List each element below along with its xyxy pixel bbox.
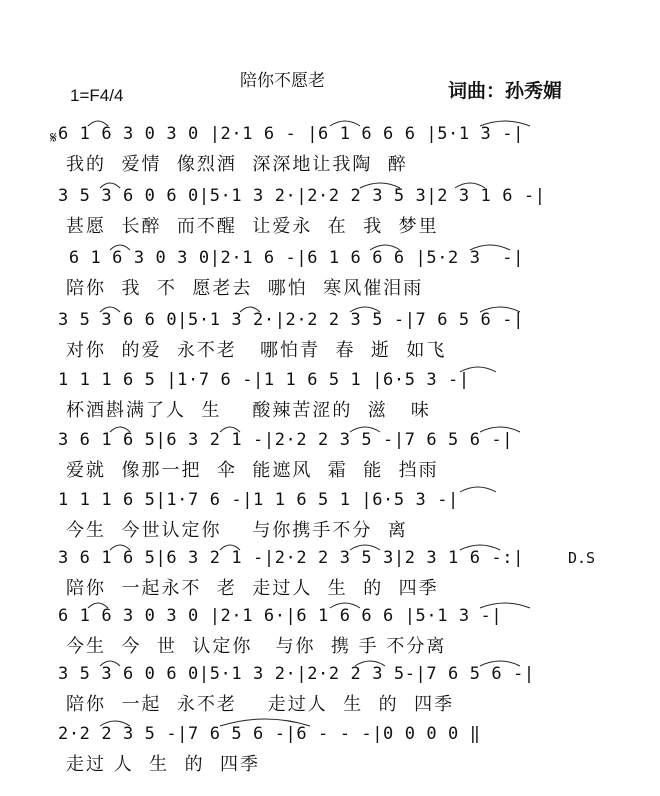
slur-arc — [100, 183, 120, 188]
slur-arc — [360, 183, 400, 188]
slur-arc — [480, 661, 520, 666]
note-line: 6 1 6 3 0 3 0 |2·1 6·|6 1 6 6 6 |5·1 3 -| — [58, 606, 503, 626]
lyricist-composer-credit: 词曲：孙秀媚 — [448, 80, 563, 102]
slur-arc — [480, 121, 530, 126]
slur-arc — [240, 307, 260, 312]
lyric-line: 陪你 一起 永不老 走过人 生 的 四季 — [66, 694, 455, 715]
lyric-line: 对你 的爱 永不老 哪怕青 春 逝 如飞 — [66, 340, 447, 361]
note-line: 6 1 6 3 0 3 0 |2·1 6 - |6 1 6 6 6 |5·1 3 -| — [58, 124, 524, 144]
slur-arc — [220, 719, 310, 726]
lyric-line: 今生 今 世 认定你 与你 携 手 不分离 — [66, 636, 447, 657]
slur-arc — [88, 603, 108, 608]
slur-arc — [350, 307, 380, 312]
lyric-line: 陪你 一起永不 老 走过人 生 的 四季 — [66, 578, 439, 599]
slur-arc — [110, 245, 130, 250]
slur-arc — [460, 545, 500, 550]
slur-arc — [220, 545, 240, 550]
slur-arc — [330, 603, 360, 608]
slur-arc — [480, 603, 530, 608]
note-line: 2·2 2 3 5 -|7 6 5 6 -|6 - - -|0 0 0 0 ‖ — [58, 724, 481, 744]
slur-arc — [470, 245, 510, 250]
lyric-line: 我的 爱情 像烈酒 深深地让我陶 醉 — [66, 154, 408, 175]
lyric-line: 今生 今世认定你 与你携手不分 离 — [66, 520, 408, 541]
slur-arc — [330, 121, 360, 126]
note-line: 6 1 6 3 0 3 0|2·1 6 -|6 1 6 6 6 |5·2 3 -| — [58, 248, 524, 268]
lyric-line: 杯酒斟满了人 生 酸辣苦涩的 滋 味 — [66, 400, 431, 421]
slur-arc — [100, 661, 120, 666]
note-line: 3 5 3 6 0 6 0|5·1 3 2·|2·2 2 3 5-|7 6 5 6 -| — [58, 664, 535, 684]
slur-arc — [455, 183, 485, 188]
note-line: 3 5 3 6 6 0|5·1 3 2·|2·2 2 3 5 -|7 6 5 6 -| — [58, 310, 524, 330]
slur-arc — [460, 487, 496, 492]
dal-segno-marking: D.S — [568, 549, 596, 567]
note-line: 3 6 1 6 5|6 3 2 1 -|2·2 2 3 5 -|7 6 5 6 -| — [58, 430, 514, 450]
lyric-line: 走过 人 生 的 四季 — [66, 754, 261, 775]
slur-arc — [220, 427, 240, 432]
slur-arc — [350, 545, 380, 550]
slur-arc — [350, 427, 380, 432]
slur-arc — [480, 427, 520, 432]
slur-arc — [88, 121, 108, 126]
segno-icon: 𝄋 — [50, 128, 57, 147]
slur-arc — [355, 661, 385, 666]
slur-arc — [460, 367, 496, 372]
slur-arc — [100, 721, 130, 726]
note-line: 3 6 1 6 5|6 3 2 1 -|2·2 2 3 5 3|2 3 1 6 -:| — [58, 548, 524, 568]
slur-arc — [110, 545, 130, 550]
slur-arc — [480, 307, 520, 312]
note-line: 3 5 3 6 0 6 0|5·1 3 2·|2·2 2 3 5 3|2 3 1 6 -| — [58, 186, 546, 206]
slur-arc — [110, 427, 130, 432]
slur-arc — [100, 307, 120, 312]
song-title: 陪你不愿老 — [240, 71, 325, 91]
note-line: 1 1 1 6 5 |1·7 6 -|1 1 6 5 1 |6·5 3 -| — [58, 370, 470, 390]
slur-arc — [370, 245, 400, 250]
lyric-line: 陪你 我 不 愿老去 哪怕 寒风催泪雨 — [66, 278, 424, 299]
lyric-line: 甚愿 长醉 而不醒 让爱永 在 我 梦里 — [66, 216, 439, 237]
lyric-line: 爱就 像那一把 伞 能遮风 霜 能 挡雨 — [66, 460, 439, 481]
note-line: 1 1 1 6 5|1·7 6 -|1 1 6 5 1 |6·5 3 -| — [58, 490, 459, 510]
key-signature: 1=F4/4 — [70, 86, 124, 105]
